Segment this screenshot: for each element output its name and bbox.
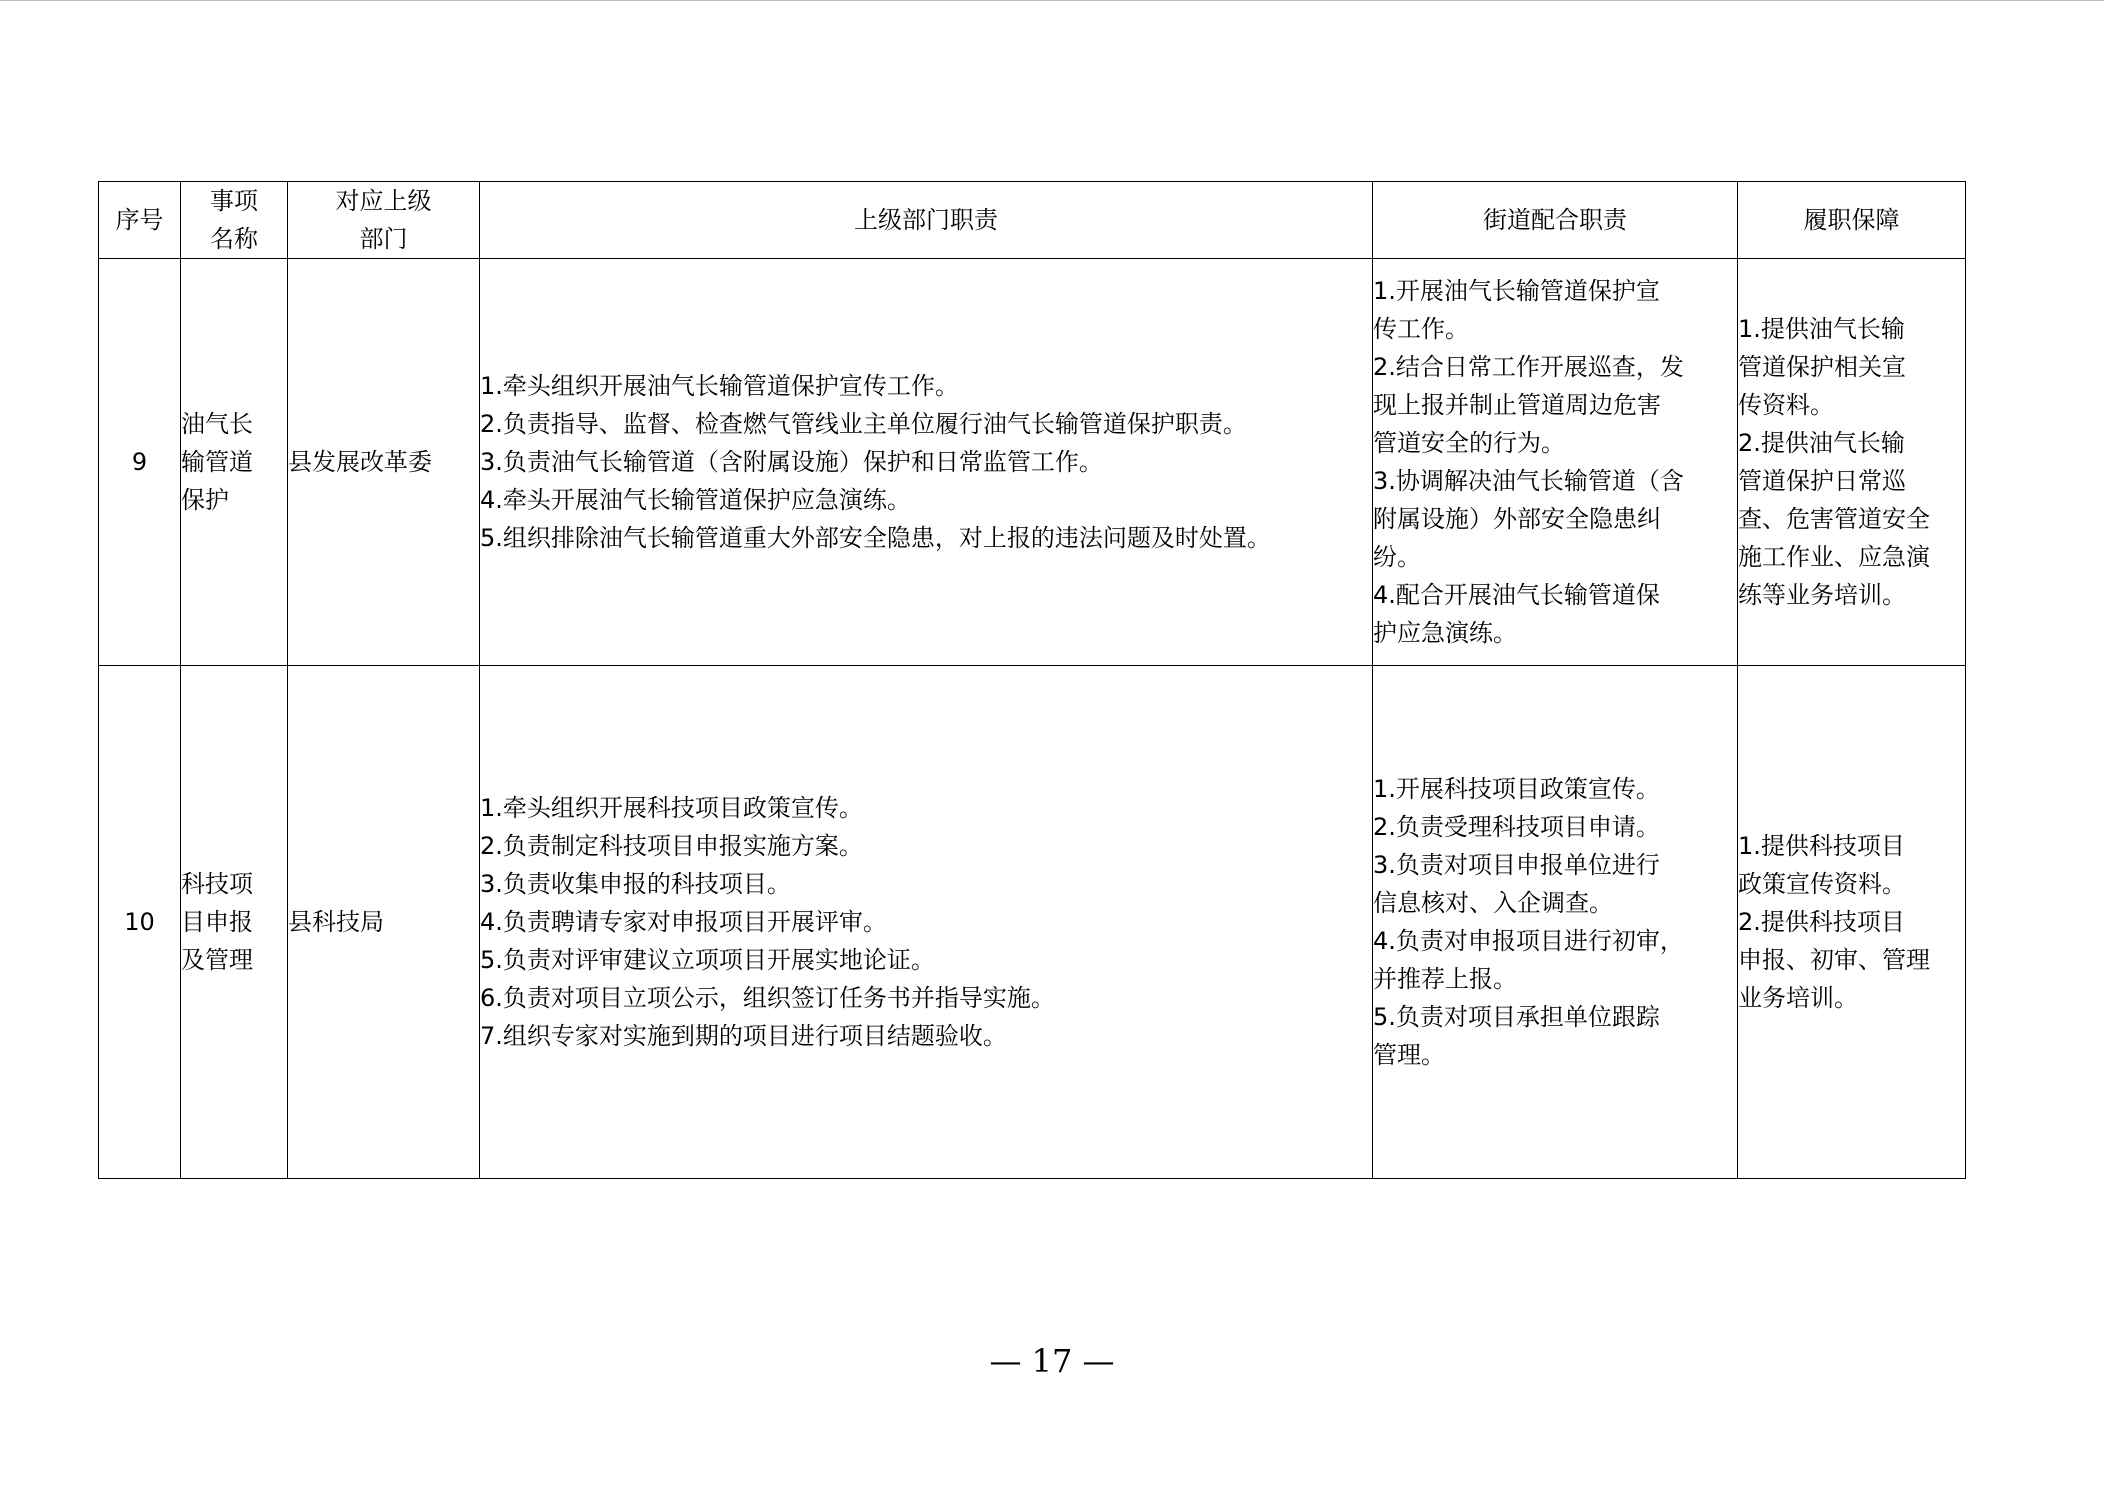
upper-duty-item: 5.组织排除油气长输管道重大外部安全隐患，对上报的违法问题及时处置。 — [480, 524, 1271, 552]
guarantee-line: 1.提供科技项目 — [1738, 832, 1905, 860]
table-row — [99, 259, 1966, 666]
header-upper-dept — [288, 182, 480, 259]
row-street-duty — [1373, 666, 1738, 1179]
guarantee-line: 练等业务培训。 — [1738, 581, 1906, 609]
street-duty-line: 3.协调解决油气长输管道（含 — [1373, 467, 1684, 495]
row-guarantee — [1738, 666, 1966, 1179]
street-duty-line: 5.负责对项目承担单位跟踪 — [1373, 1003, 1660, 1031]
street-duty-line: 4.负责对申报项目进行初审， — [1373, 927, 1684, 955]
street-duty-line: 2.结合日常工作开展巡查，发 — [1373, 353, 1684, 381]
street-duty-line: 3.负责对项目申报单位进行 — [1373, 851, 1660, 879]
header-upper-dept-line1: 对应上级 — [335, 187, 432, 215]
guarantee-line: 1.提供油气长输 — [1738, 315, 1905, 343]
street-duty-line: 传工作。 — [1373, 315, 1469, 343]
street-duty-line: 护应急演练。 — [1373, 619, 1517, 647]
upper-duty-item: 3.负责收集申报的科技项目。 — [480, 870, 791, 898]
street-duty-line: 4.配合开展油气长输管道保 — [1373, 581, 1660, 609]
duty-table — [98, 181, 1966, 1179]
guarantee-line: 业务培训。 — [1738, 984, 1858, 1012]
guarantee-line: 查、危害管道安全 — [1738, 505, 1930, 533]
row-guarantee — [1738, 259, 1966, 666]
street-duty-line: 纷。 — [1373, 543, 1421, 571]
street-duty-line: 现上报并制止管道周边危害 — [1373, 391, 1661, 419]
guarantee-line: 管道保护相关宣 — [1738, 353, 1906, 381]
upper-duty-item: 5.负责对评审建议立项项目开展实地论证。 — [480, 946, 935, 974]
row-street-duty — [1373, 259, 1738, 666]
header-seq: 序号 — [99, 182, 181, 259]
upper-duty-item: 3.负责油气长输管道（含附属设施）保护和日常监管工作。 — [480, 448, 1103, 476]
row-item-name-line: 及管理 — [181, 946, 253, 974]
header-item-name — [181, 182, 288, 259]
upper-duty-item: 1.牵头组织开展油气长输管道保护宣传工作。 — [480, 372, 959, 400]
upper-duty-item: 4.牵头开展油气长输管道保护应急演练。 — [480, 486, 911, 514]
row-item-name-line: 科技项 — [181, 870, 253, 898]
header-guarantee: 履职保障 — [1738, 182, 1966, 259]
upper-duty-item: 7.组织专家对实施到期的项目进行项目结题验收。 — [480, 1022, 1007, 1050]
top-border-rule — [0, 0, 2104, 1]
header-upper-duty: 上级部门职责 — [480, 182, 1373, 259]
street-duty-line: 2.负责受理科技项目申请。 — [1373, 813, 1660, 841]
street-duty-line: 附属设施）外部安全隐患纠 — [1373, 505, 1661, 533]
row-item-name-line: 保护 — [181, 486, 229, 514]
upper-duty-item: 2.负责制定科技项目申报实施方案。 — [480, 832, 863, 860]
row-upper-dept: 县发展改革委 — [288, 259, 480, 666]
row-seq: 9 — [99, 259, 181, 666]
table-header-row — [99, 182, 1966, 259]
row-upper-dept: 县科技局 — [288, 666, 480, 1179]
row-item-name-line: 油气长 — [181, 410, 253, 438]
street-duty-line: 管道安全的行为。 — [1373, 429, 1565, 457]
upper-duty-item: 1.牵头组织开展科技项目政策宣传。 — [480, 794, 863, 822]
upper-duty-item: 6.负责对项目立项公示，组织签订任务书并指导实施。 — [480, 984, 1055, 1012]
guarantee-line: 施工作业、应急演 — [1738, 543, 1930, 571]
page-number: — 17 — — [989, 1342, 1115, 1380]
street-duty-line: 信息核对、入企调查。 — [1373, 889, 1613, 917]
row-upper-duty — [480, 259, 1373, 666]
guarantee-line: 申报、初审、管理 — [1738, 946, 1930, 974]
header-street-duty: 街道配合职责 — [1373, 182, 1738, 259]
guarantee-line: 2.提供油气长输 — [1738, 429, 1905, 457]
header-upper-dept-line2: 部门 — [359, 225, 408, 253]
row-item-name — [181, 259, 288, 666]
upper-duty-item: 4.负责聘请专家对申报项目开展评审。 — [480, 908, 887, 936]
upper-duty-item: 2.负责指导、监督、检查燃气管线业主单位履行油气长输管道保护职责。 — [480, 410, 1247, 438]
street-duty-line: 并推荐上报。 — [1373, 965, 1517, 993]
row-item-name — [181, 666, 288, 1179]
row-item-name-line: 输管道 — [181, 448, 253, 476]
street-duty-line: 管理。 — [1373, 1041, 1445, 1069]
header-item-name-line1: 事项 — [210, 187, 258, 215]
row-seq: 10 — [99, 666, 181, 1179]
guarantee-line: 政策宣传资料。 — [1738, 870, 1906, 898]
header-item-name-line2: 名称 — [210, 225, 258, 253]
guarantee-line: 管道保护日常巡 — [1738, 467, 1906, 495]
street-duty-line: 1.开展科技项目政策宣传。 — [1373, 775, 1660, 803]
guarantee-line: 2.提供科技项目 — [1738, 908, 1905, 936]
row-upper-duty — [480, 666, 1373, 1179]
street-duty-line: 1.开展油气长输管道保护宣 — [1373, 277, 1660, 305]
guarantee-line: 传资料。 — [1738, 391, 1834, 419]
table-row — [99, 666, 1966, 1179]
row-item-name-line: 目申报 — [181, 908, 253, 936]
